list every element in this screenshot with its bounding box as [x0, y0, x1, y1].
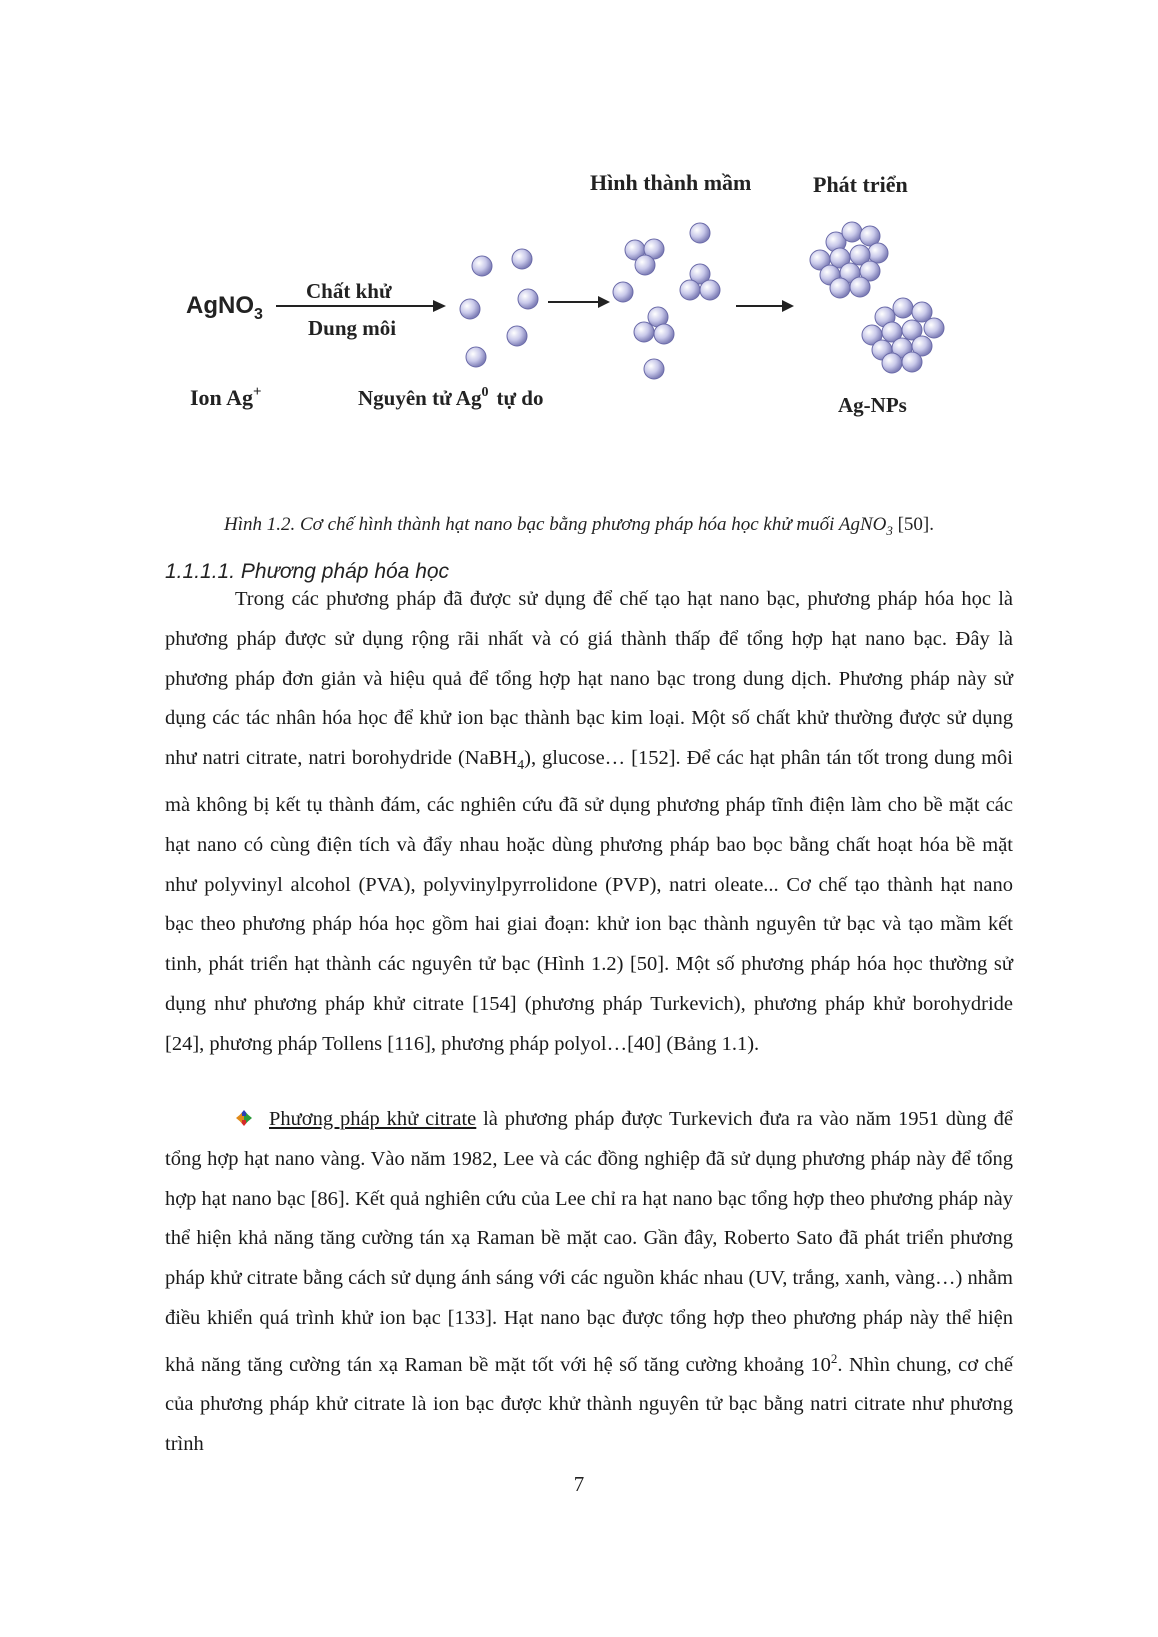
- free-atoms: [460, 249, 538, 367]
- figure-1-2: [170, 160, 1010, 450]
- nanoparticle-cluster: [810, 222, 888, 298]
- bullet-arrow-icon: [235, 1109, 253, 1127]
- reaction-arrowhead: [433, 300, 446, 312]
- atom-sphere: [507, 326, 527, 346]
- atom-sphere: [680, 280, 700, 300]
- growth-label: Phát triển: [813, 172, 908, 197]
- atom-sphere: [654, 324, 674, 344]
- free-atom-label: Nguyên tử Ag$^0$ tự do: [358, 385, 544, 410]
- atom-sphere: [613, 282, 633, 302]
- nanoparticle-cluster: [862, 298, 944, 373]
- nucleation-label: Hình thành mầm: [590, 170, 752, 195]
- nuclei-cluster: [613, 223, 720, 379]
- atom-sphere: [466, 347, 486, 367]
- section-heading: 1.1.1.1. Phương pháp hóa học: [165, 560, 450, 583]
- ion-label: Ion Ag+: [190, 384, 262, 410]
- term-citrate-method: Phương pháp khử citrate: [269, 1108, 477, 1130]
- reducing-agent-label: Chất khử: [306, 279, 392, 303]
- paragraph-citrate-method: Phương pháp khử citrate là phương pháp được Turkevich đưa ra vào năm 1951 dùng để tổng hợp hạt nano vàng. Vào năm 1982, Lee và các đồng nghiệp đã sử dụng phương pháp này để tổng hợp hạt nano bạc [86]. Kết quả nghiên cứu của Lee chỉ ra hạt nano bạc tổng hợp theo phương pháp này thể hiện khả năng tăng cường tán xạ Raman bề mặt cao. Gần đây, Roberto Sato đã phát triển phương pháp khử citrate bằng cách sử dụng ánh sáng với các nguồn khác nhau (UV, trắng, xanh, vàng…) nhằm điều khiển quá trình khử ion bạc [133]. Hạt nano bạc được tổng hợp theo phương pháp này thể hiện khả năng tăng cường tán xạ Raman bề mặt tốt với hệ số tăng cường khoảng $10^2$. Nhìn chung, cơ chế của phương pháp khử citrate là ion bạc được khử thành nguyên tử bạc bằng natri citrate như phương trình: [165, 1108, 1013, 1456]
- atom-sphere: [518, 289, 538, 309]
- reactant-label: AgNO$_3$: [186, 292, 263, 323]
- solvent-label: Dung môi: [308, 316, 397, 340]
- atom-sphere: [472, 256, 492, 276]
- atom-sphere: [512, 249, 532, 269]
- atom-sphere: [460, 299, 480, 319]
- atom-sphere: [690, 223, 710, 243]
- growth-arrowhead: [782, 300, 794, 312]
- paragraph-chemical-method: Trong các phương pháp đã được sử dụng để chế tạo hạt nano bạc, phương pháp hóa học là phương pháp được sử dụng rộng rãi nhất và có giá thành thấp để tổng hợp hạt nano bạc. Đây là phương pháp đơn giản và hiệu quả để tổng hợp hạt nano bạc trong dung dịch. Phương pháp này sử dụng các tác nhân hóa học để khử ion bạc thành bạc kim loại. Một số chất khử thường được sử dụng như natri citrate, natri borohydride (NaBH$_4$), glucose… [152]. Để các hạt phân tán tốt trong dung môi mà không bị kết tụ thành đám, các nghiên cứu đã sử dụng phương pháp tĩnh điện làm cho bề mặt các hạt nano có cùng điện tích và đẩy nhau hoặc dùng phương pháp bao bọc bằng chất hoạt hóa bề mặt như polyvinyl alcohol (PVA), polyvinylpyrrolidone (PVP), natri oleate... Cơ chế tạo thành hạt nano bạc theo phương pháp hóa học gồm hai giai đoạn: khử ion bạc thành nguyên tử bạc và tạo mầm kết tinh, phát triển hạt thành các nguyên tử bạc (Hình 1.2) [50]. Một số phương pháp hóa học thường sử dụng như phương pháp khử citrate [154] (phương pháp Turkevich), phương pháp khử borohydride [24], phương pháp Tollens [116], phương pháp polyol…[40] (Bảng 1.1).: [165, 588, 1013, 1055]
- nucleation-arrowhead: [598, 296, 610, 308]
- atom-sphere: [700, 280, 720, 300]
- figure-caption: Hình 1.2. Cơ chế hình thành hạt nano bạc bằng phương pháp hóa học khử muối AgNO$_3$ [50].: [224, 514, 934, 538]
- atom-sphere: [634, 322, 654, 342]
- product-label: Ag-NPs: [838, 393, 907, 417]
- atom-sphere: [635, 255, 655, 275]
- mechanism-diagram: [170, 160, 1010, 450]
- page-number: 7: [573, 1472, 585, 1496]
- atom-sphere: [644, 359, 664, 379]
